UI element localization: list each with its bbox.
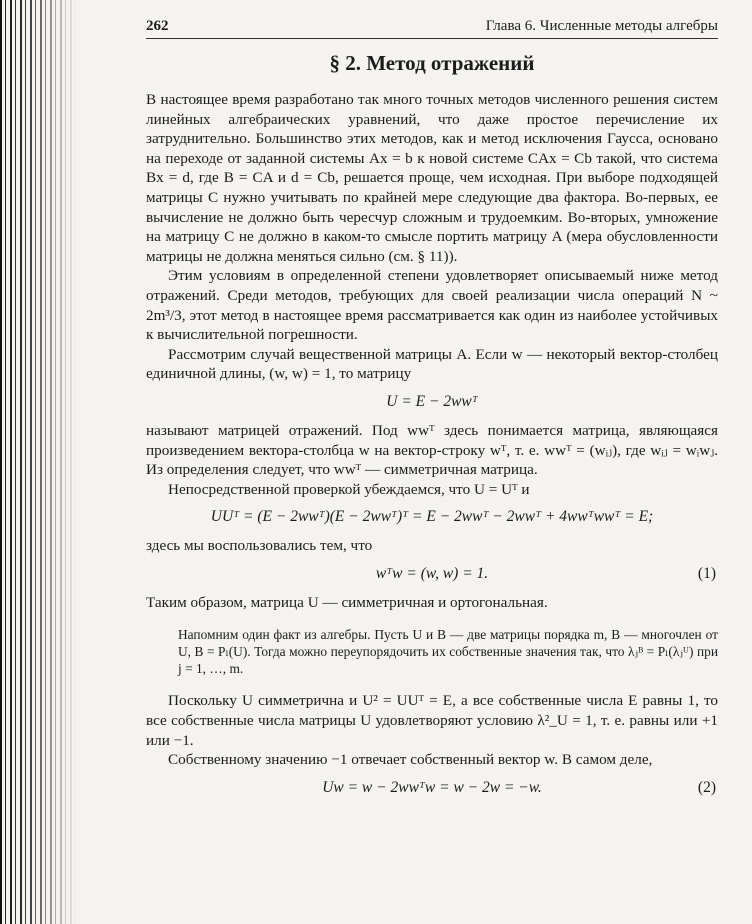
paragraph-used: здесь мы воспользовались тем, что [146, 537, 373, 555]
book-page [146, 18, 718, 807]
equation-number-2: (2) [697, 778, 716, 796]
formula-eq1-text: wᵀw = (w, w) = 1. [375, 564, 489, 582]
chapter-title: Глава 6. Численные методы алгебры [485, 18, 718, 34]
paragraph-conclusion: Таким образом, матрица U — симметричная и ортогональная. [146, 593, 548, 611]
paragraph-method: Этим условиям в определенной степени удовлетворяет описываемый ниже метод отражений. Среди методов, требующих для своей реализации числа операций N ~ 2m³/3, этот метод в настоящее время рассматривается как один из наиболее устойчивых к вычислительной погрешности. [146, 267, 718, 344]
paragraph-real-matrix: Рассмотрим случай вещественной матрицы A. Если w — некоторый вектор-столбец единичной длины, (w, w) = 1, то матрицу [146, 345, 718, 383]
paragraph-check: Непосредственной проверкой убеждаемся, что U = Uᵀ и [168, 480, 530, 498]
paragraph-eigenvector: Собственному значению −1 отвечает собственный вектор w. В самом деле, [168, 751, 653, 769]
formula-eq1 [146, 565, 718, 583]
section-title: § 2. Метод отражений [329, 51, 535, 75]
formula-eq2 [146, 779, 718, 797]
book-binding-shadow [0, 0, 78, 924]
equation-number-1: (1) [697, 564, 716, 582]
formula-orthogonality [146, 508, 718, 526]
formula-eq2-text: Uw = w − 2wwᵀw = w − 2w = −w. [322, 778, 542, 796]
formula-reflection-matrix-text: U = E − 2wwᵀ [386, 392, 478, 410]
formula-orthogonality-text: UUᵀ = (E − 2wwᵀ)(E − 2wwᵀ)ᵀ = E − 2wwᵀ − 2wwᵀ + 4wwᵀwwᵀ = E; [210, 508, 654, 526]
page-number: 262 [146, 18, 169, 34]
running-head [146, 18, 718, 39]
paragraph-eigenvalues: Поскольку U симметрична и U² = UUᵀ = E, а все собственные числа E равны 1, то все собственные числа матрицы U удовлетворяют условию λ²_U = 1, т. е. равны или +1 или −1. [146, 692, 718, 749]
algebra-note: Напомним один факт из алгебры. Пусть U и B — две матрицы порядка m, B — многочлен от U, B = Pₗ(U). Тогда можно переупорядочить их собственные значения так, что λⱼᴮ = Pₗ(λⱼᵁ) при j = 1, …, m. [178, 627, 718, 677]
paragraph-definition: называют матрицей отражений. Под wwᵀ здесь понимается матрица, являющаяся произведением вектора-столбца w на вектор-строку wᵀ, т. е. wwᵀ = (wᵢⱼ), где wᵢⱼ = wᵢwⱼ. Из определения следует, что wwᵀ — симметричная матрица. [146, 421, 718, 479]
formula-reflection-matrix [146, 393, 718, 411]
paragraph-intro: В настоящее время разработано так много точных методов численного решения систем линейных алгебраических уравнений, что даже простое перечисление их затруднительно. Большинство этих методов, как и метод исключения Гаусса, основано на переходе от заданной системы Ax = b к новой системе CAx = Cb такой, что система Bx = d, где B = CA и d = Cb, решается проще, чем исходная. При выборе подходящей матрицы C нужно учитывать по крайней мере следующие два фактора. Во-первых, ее вычисление не должно быть чересчур сложным и трудоемким. Во-вторых, умножение на матрицу C не должно в каком-то смысле портить матрицу A (мера обусловленности матрицы не должна меняться сильно (см. § 11)). [146, 91, 718, 265]
